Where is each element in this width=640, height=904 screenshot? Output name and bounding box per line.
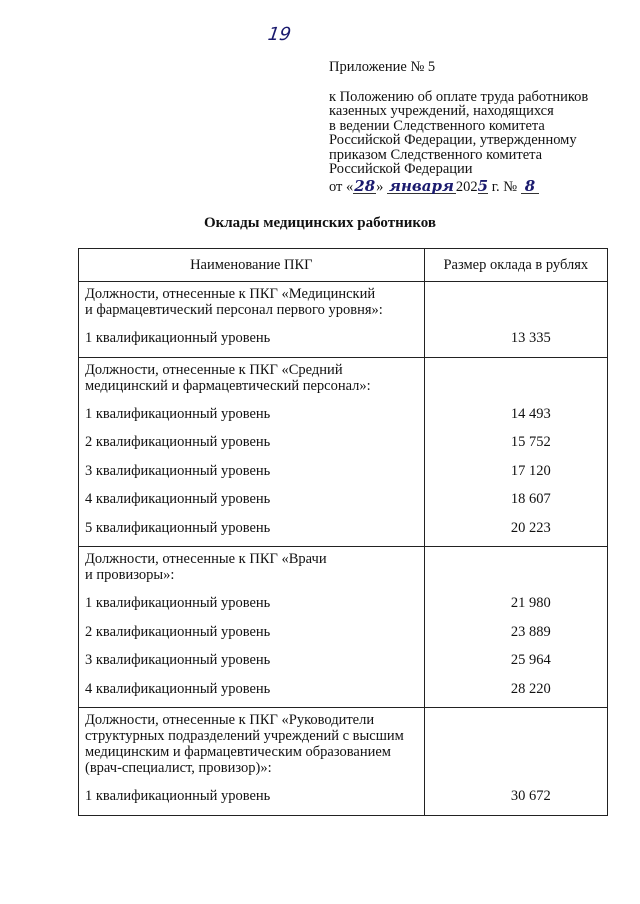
- level-amount: 30 672: [510, 788, 551, 804]
- level-amount: 25 964: [510, 652, 551, 668]
- page-number: 19: [266, 24, 293, 45]
- appendix-line: Российской Федерации: [329, 161, 473, 177]
- appendix-date-line: [329, 176, 629, 195]
- date-year-suffix: г. №: [488, 178, 518, 195]
- table-header-row: [79, 249, 608, 282]
- appendix-block: [329, 60, 629, 194]
- group-title: Должности, отнесенные к ПКГ «Врачи: [85, 551, 327, 567]
- group-title: Должности, отнесенные к ПКГ «Руководители: [85, 712, 375, 728]
- level-name: 1 квалификационный уровень: [85, 595, 271, 611]
- group-title: (врач-специалист, провизор)»:: [85, 760, 272, 776]
- level-name: 4 квалификационный уровень: [85, 491, 271, 507]
- level-amount: 28 220: [510, 680, 551, 697]
- group-title: структурных подразделений учреждений с высшим: [85, 728, 404, 744]
- group-name-cell: [79, 708, 425, 816]
- header-amount: Размер оклада в рублях: [424, 249, 607, 282]
- appendix-line: Российской Федерации, утвержденному: [329, 132, 577, 148]
- date-day-handwritten: 28: [354, 176, 376, 195]
- level-amount: 15 752: [510, 434, 551, 450]
- date-year-handwritten: 5: [477, 176, 489, 195]
- group-amount-cell: [424, 708, 607, 816]
- document-title: Оклады медицинских работников: [203, 215, 437, 231]
- group-amount-cell: [424, 282, 607, 358]
- level-name: 2 квалификационный уровень: [85, 434, 271, 450]
- level-amount: 17 120: [510, 462, 551, 479]
- group-title: медицинский и фармацевтический персонал»:: [85, 377, 371, 394]
- level-name: 2 квалификационный уровень: [85, 623, 271, 640]
- appendix-line: приказом Следственного комитета: [329, 146, 543, 163]
- level-name: 3 квалификационный уровень: [85, 652, 271, 668]
- group-title: Должности, отнесенные к ПКГ «Медицинский: [85, 286, 376, 302]
- level-name: 5 квалификационный уровень: [85, 519, 271, 536]
- level-amount: 18 607: [510, 491, 551, 507]
- table-row: [79, 357, 608, 547]
- salary-table: [78, 248, 608, 816]
- table-row: [79, 282, 608, 358]
- appendix-title: Приложение № 5: [329, 59, 436, 75]
- level-amount: 23 889: [510, 623, 551, 640]
- date-month-handwritten: января: [389, 176, 454, 195]
- level-name: 4 квалификационный уровень: [85, 680, 271, 697]
- level-amount: 13 335: [510, 330, 551, 346]
- date-year-prefix: 202: [455, 178, 478, 195]
- table-row: [79, 708, 608, 816]
- level-name: 1 квалификационный уровень: [85, 788, 271, 804]
- level-name: 1 квалификационный уровень: [85, 405, 271, 422]
- group-name-cell: [79, 282, 425, 358]
- level-amount: 14 493: [510, 405, 551, 422]
- appendix-line: казенных учреждений, находящихся: [329, 103, 554, 119]
- level-name: 3 квалификационный уровень: [85, 462, 271, 479]
- group-title: и фармацевтический персонал первого уровня»:: [85, 302, 383, 318]
- group-amount-cell: [424, 547, 607, 708]
- level-name: 1 квалификационный уровень: [85, 330, 271, 346]
- level-amount: 20 223: [510, 519, 551, 536]
- appendix-line: в ведении Следственного комитета: [329, 117, 545, 134]
- appendix-line: к Положению об оплате труда работников: [329, 88, 589, 105]
- group-title: медицинским и фармацевтическим образованием: [85, 744, 391, 760]
- date-prefix: от «: [329, 178, 354, 195]
- level-amount: 21 980: [510, 595, 551, 611]
- group-title: и провизоры»:: [85, 567, 175, 583]
- date-mid: »: [376, 178, 384, 195]
- order-number-handwritten: 8: [521, 179, 539, 195]
- group-title: Должности, отнесенные к ПКГ «Средний: [85, 361, 343, 378]
- group-name-cell: [79, 547, 425, 708]
- group-name-cell: [79, 357, 425, 547]
- group-amount-cell: [424, 357, 607, 547]
- header-name: Наименование ПКГ: [79, 249, 425, 282]
- table-row: [79, 547, 608, 708]
